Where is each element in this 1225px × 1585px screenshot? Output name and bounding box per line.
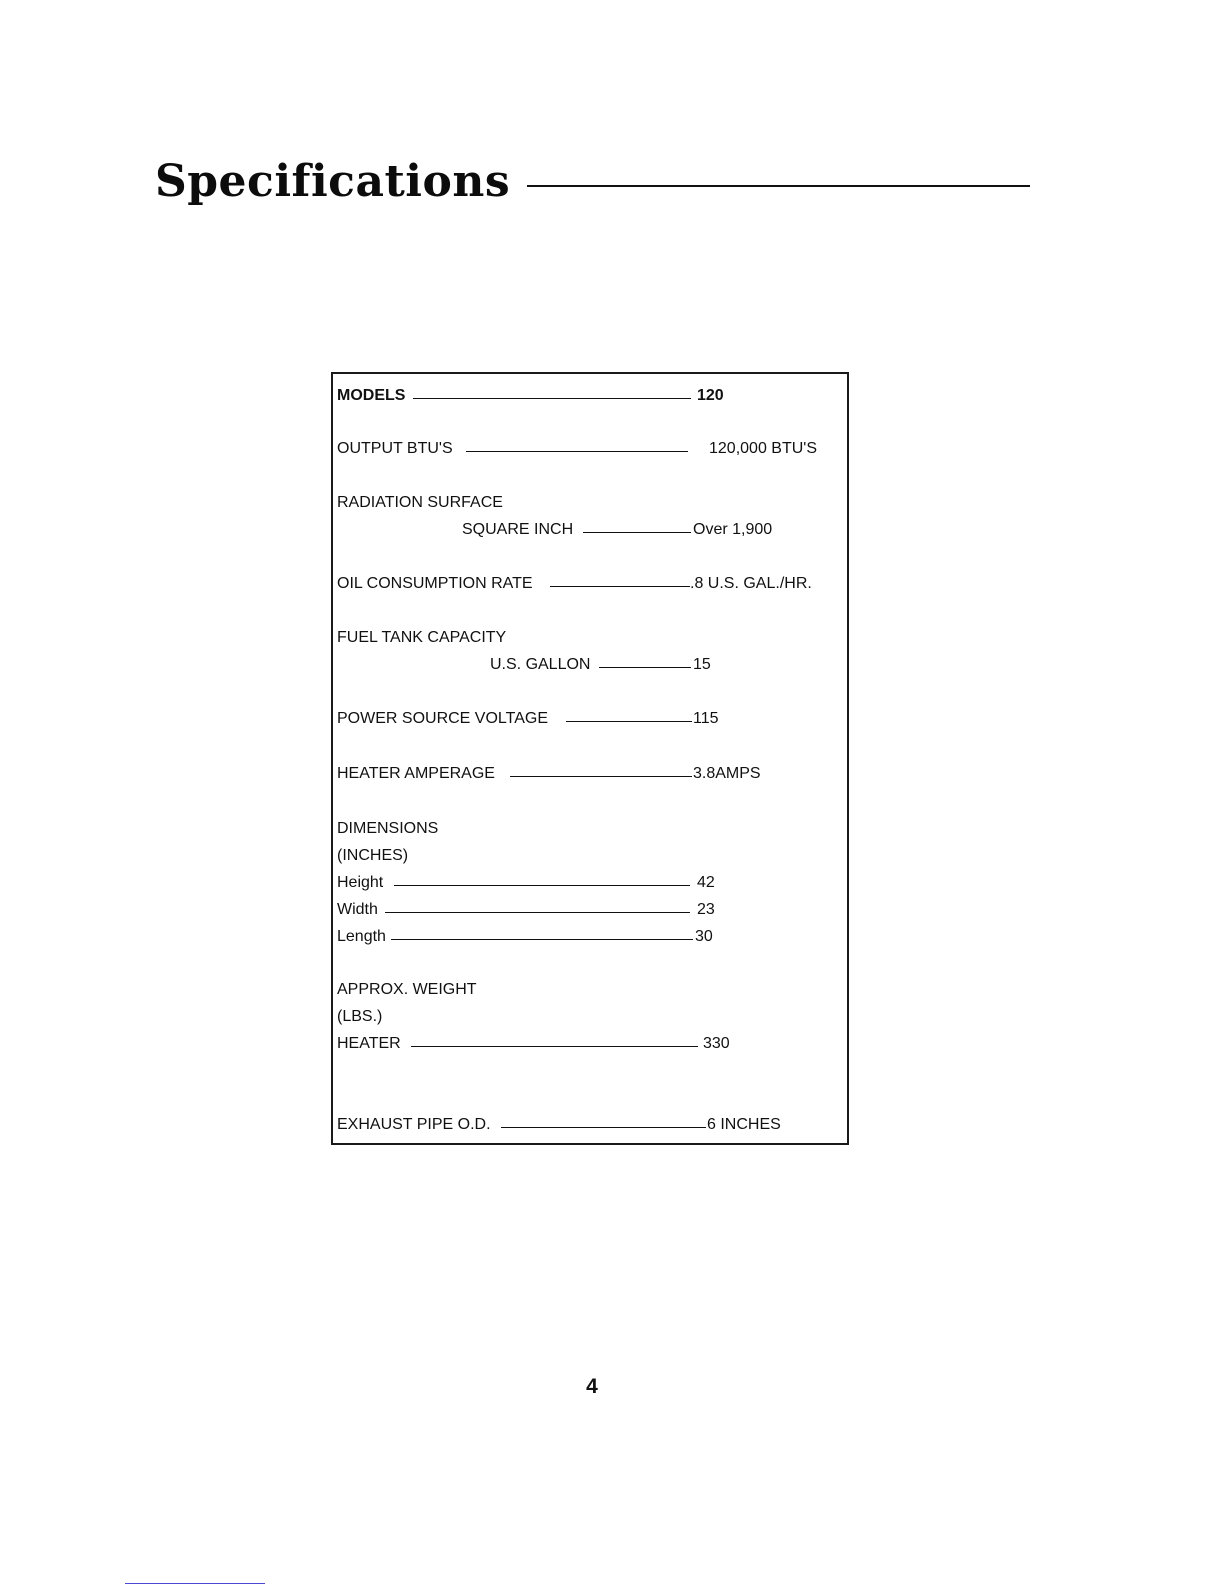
- length-value: 30: [695, 928, 713, 945]
- radiation-value: Over 1,900: [693, 521, 773, 538]
- footer-rule: [125, 1583, 265, 1584]
- heater-weight-leader-rule: [411, 1046, 698, 1047]
- radiation-sub-label: SQUARE INCH: [462, 521, 574, 538]
- models-label: MODELS: [337, 387, 406, 404]
- height-value: 42: [697, 874, 715, 891]
- weight-unit: (LBS.): [337, 1008, 383, 1025]
- output-value: 120,000 BTU'S: [709, 440, 818, 457]
- models-leader-rule: [413, 398, 691, 399]
- oil-value: .8 U.S. GAL./HR.: [690, 575, 812, 592]
- length-label: Length: [337, 928, 386, 945]
- oil-leader-rule: [550, 586, 690, 587]
- exhaust-leader-rule: [501, 1127, 706, 1128]
- exhaust-value: 6 INCHES: [707, 1116, 781, 1133]
- output-leader-rule: [466, 451, 688, 452]
- height-label: Height: [337, 874, 384, 891]
- voltage-value: 115: [693, 710, 719, 727]
- page-title: Specifications: [155, 156, 511, 207]
- oil-label: OIL CONSUMPTION RATE: [337, 575, 533, 592]
- fuel-value: 15: [693, 656, 711, 673]
- title-rule: [527, 185, 1030, 187]
- weight-label: APPROX. WEIGHT: [337, 981, 477, 998]
- dimensions-unit: (INCHES): [337, 847, 409, 864]
- amperage-value: 3.8AMPS: [693, 765, 761, 782]
- models-value: 120: [697, 387, 724, 404]
- amperage-label: HEATER AMPERAGE: [337, 765, 495, 782]
- fuel-label: FUEL TANK CAPACITY: [337, 629, 507, 646]
- page-number: 4: [586, 1375, 598, 1398]
- fuel-leader-rule: [599, 667, 691, 668]
- output-label: OUTPUT BTU'S: [337, 440, 453, 457]
- voltage-leader-rule: [566, 721, 692, 722]
- width-value: 23: [697, 901, 715, 918]
- specifications-table: [331, 372, 849, 1145]
- dimensions-label: DIMENSIONS: [337, 820, 439, 837]
- radiation-label: RADIATION SURFACE: [337, 494, 503, 511]
- amperage-leader-rule: [510, 776, 692, 777]
- fuel-sub-label: U.S. GALLON: [490, 656, 591, 673]
- width-leader-rule: [385, 912, 690, 913]
- length-leader-rule: [391, 939, 693, 940]
- radiation-leader-rule: [583, 532, 691, 533]
- voltage-label: POWER SOURCE VOLTAGE: [337, 710, 548, 727]
- exhaust-label: EXHAUST PIPE O.D.: [337, 1116, 491, 1133]
- width-label: Width: [337, 901, 378, 918]
- heater-weight-value: 330: [703, 1035, 730, 1052]
- height-leader-rule: [394, 885, 690, 886]
- heater-weight-label: HEATER: [337, 1035, 401, 1052]
